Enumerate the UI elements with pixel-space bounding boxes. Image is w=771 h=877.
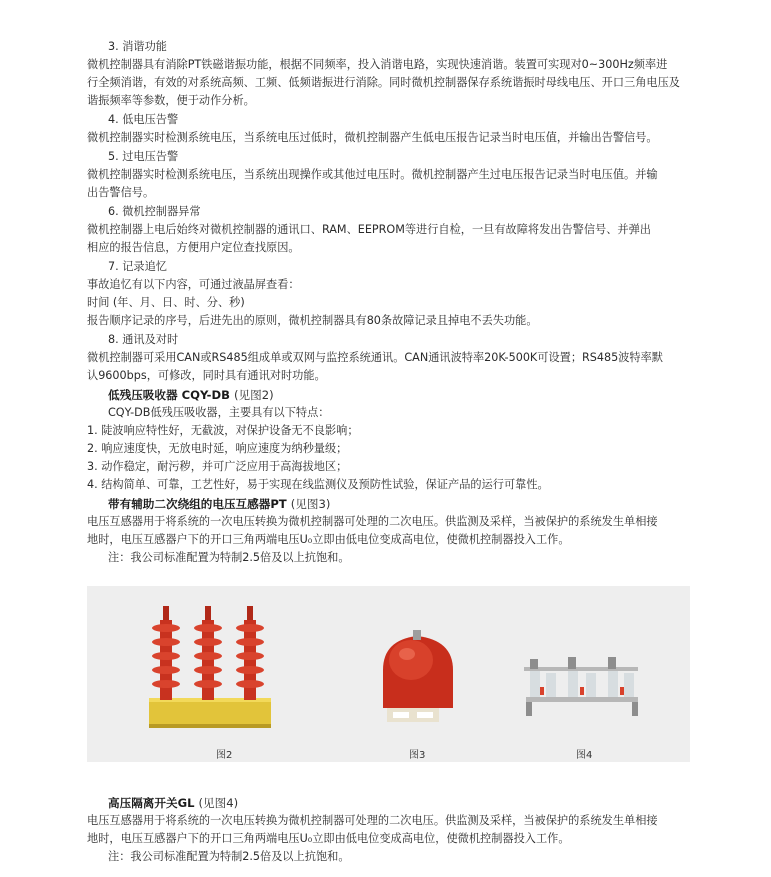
section-heading-overvoltage-alarm: 5. 过电压告警 xyxy=(108,150,179,163)
cqy-figure-ref: (见图2) xyxy=(233,388,274,402)
body-line: 行全频消谐，有效的对系统高频、工频、低频谐振进行消除。同时微机控制器保存系统谐振时母线电压、开口三角电压及 xyxy=(87,76,680,89)
section-heading-low-voltage-alarm: 4. 低电压告警 xyxy=(108,113,179,126)
voltage-transformer-image xyxy=(373,630,465,726)
body-line: 时间 (年、月、日、时、分、秒) xyxy=(87,296,245,309)
pt-note: 注：我公司标准配置为特制2.5倍及以上抗饱和。 xyxy=(108,551,350,564)
cqy-feature-item: 4. 结构简单、可靠，工艺性好，易于实现在线监测仪及预防性试验，保证产品的运行可靠性。 xyxy=(87,478,549,491)
body-line: 地时，电压互感器户下的开口三角两端电压U₀立即由低电位变成高电位，使微机控制器投入工作。 xyxy=(87,533,570,546)
body-line: 相应的报告信息，方便用户定位查找原因。 xyxy=(87,241,300,254)
pt-title: 带有辅助二次绕组的电压互感器PT xyxy=(108,497,287,511)
pt-heading xyxy=(108,497,330,511)
body-line: 谐振频率等参数，便于动作分析。 xyxy=(87,94,255,107)
figure-4-caption: 图4 xyxy=(576,750,593,761)
gl-heading xyxy=(108,796,238,810)
surge-absorber-image xyxy=(135,606,283,734)
body-line: 微机控制器可采用CAN或RS485组成单或双网与监控系统通讯。CAN通讯波特率20K-500K可设置；RS485波特率默 xyxy=(87,351,663,364)
body-line: 微机控制器实时检测系统电压，当系统电压过低时，微机控制器产生低电压报告记录当时电压值，并输出告警信号。 xyxy=(87,131,658,144)
cqy-feature-item: 3. 动作稳定，耐污秽，并可广泛应用于高海拔地区； xyxy=(87,460,348,473)
gl-note: 注：我公司标准配置为特制2.5倍及以上抗饱和。 xyxy=(108,850,350,863)
section-heading-harmonic-elimination: 3. 消谐功能 xyxy=(108,40,167,53)
pt-figure-ref: (见图3) xyxy=(290,497,331,511)
figure-2-caption: 图2 xyxy=(216,750,233,761)
cqy-heading xyxy=(108,388,274,402)
body-line: 报告顺序记录的序号，后进先出的原则，微机控制器具有80条故障记录且掉电不丢失功能。 xyxy=(87,314,538,327)
gl-figure-ref: (见图4) xyxy=(198,796,239,810)
body-line: 事故追忆有以下内容，可通过液晶屏查看： xyxy=(87,278,300,291)
section-heading-controller-fault: 6. 微机控制器异常 xyxy=(108,205,201,218)
body-line: 微机控制器实时检测系统电压，当系统出现操作或其他过电压时。微机控制器产生过电压报告记录当时电压值。并输 xyxy=(87,168,658,181)
body-line: 电压互感器用于将系统的一次电压转换为微机控制器可处理的二次电压。供监测及采样，当被保护的系统发生单相接 xyxy=(87,515,658,528)
cqy-title: 低残压吸收器 CQY-DB xyxy=(108,388,230,402)
body-line: 认9600bps，可修改，同时具有通讯对时功能。 xyxy=(87,369,326,382)
cqy-intro: CQY-DB低残压吸收器，主要具有以下特点： xyxy=(108,406,330,419)
body-line: 微机控制器上电后始终对微机控制器的通讯口、RAM、EEPROM等进行自检，一旦有故障将发出告警信号、并弹出 xyxy=(87,223,651,236)
body-line: 地时，电压互感器户下的开口三角两端电压U₀立即由低电位变成高电位，使微机控制器投入工作。 xyxy=(87,832,570,845)
cqy-feature-item: 1. 陡波响应特性好，无截波，对保护设备无不良影响； xyxy=(87,424,359,437)
gl-title: 高压隔离开关GL xyxy=(108,796,195,810)
isolating-switch-image xyxy=(520,657,642,719)
body-line: 微机控制器具有消除PT铁磁谐振功能，根据不同频率，投入消谐电路，实现快速消谐。装置可实现对0~300Hz频率进 xyxy=(87,58,668,71)
body-line: 电压互感器用于将系统的一次电压转换为微机控制器可处理的二次电压。供监测及采样，当被保护的系统发生单相接 xyxy=(87,814,658,827)
cqy-feature-item: 2. 响应速度快，无放电时延，响应速度为纳秒量级； xyxy=(87,442,348,455)
section-heading-communication: 8. 通讯及对时 xyxy=(108,333,179,346)
body-line: 出告警信号。 xyxy=(87,186,155,199)
figure-3-caption: 图3 xyxy=(409,750,426,761)
section-heading-event-recall: 7. 记录追忆 xyxy=(108,260,167,273)
